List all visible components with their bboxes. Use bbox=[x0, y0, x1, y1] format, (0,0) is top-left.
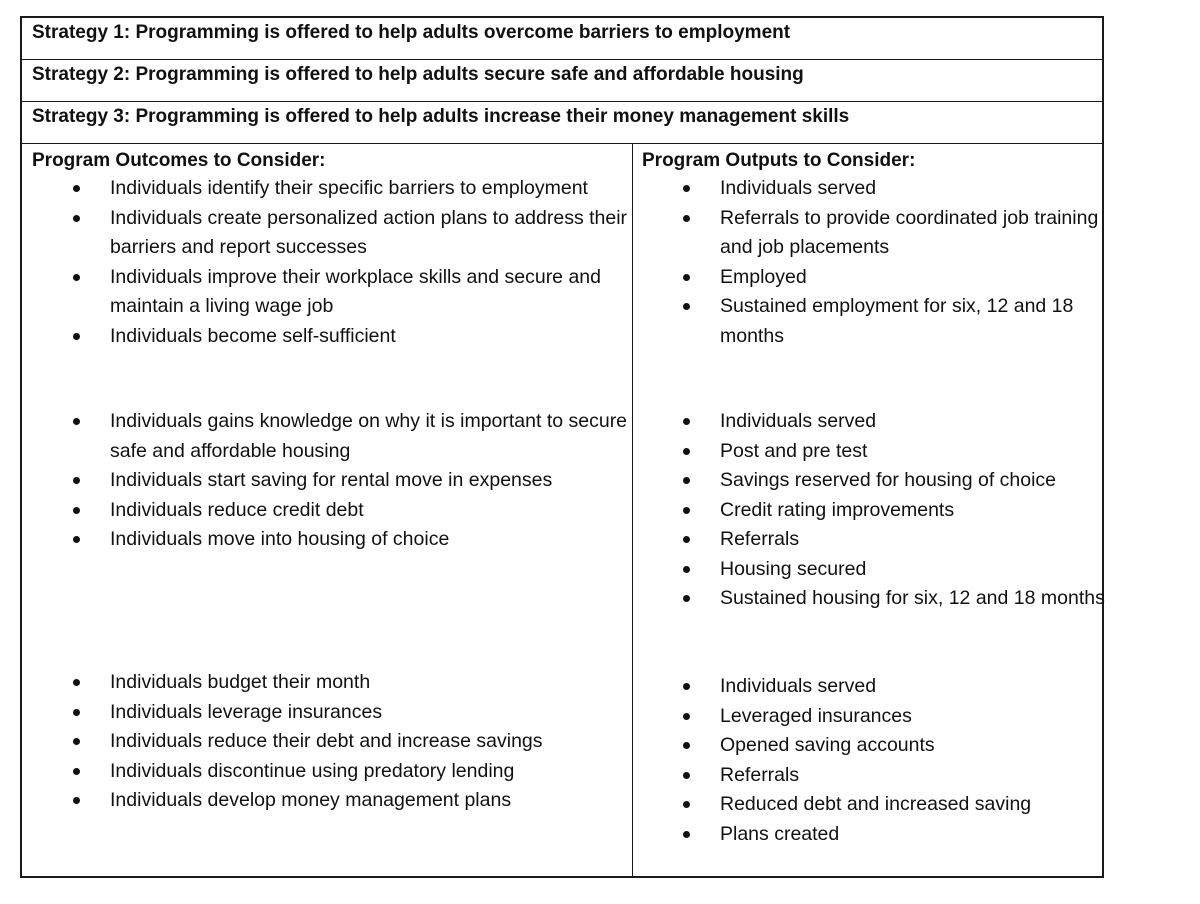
bullet-icon bbox=[73, 768, 80, 775]
list-item-text: Individuals reduce credit debt bbox=[110, 498, 364, 521]
outputs-group-employment bbox=[720, 174, 1110, 351]
list-item-text: Individuals discontinue using predatory lending bbox=[110, 759, 515, 782]
list-item bbox=[110, 525, 630, 555]
bullet-icon bbox=[683, 477, 690, 484]
list-item bbox=[110, 322, 630, 352]
list-item-text: Individuals develop money management plans bbox=[110, 789, 512, 811]
list-item-text: Opened saving accounts bbox=[720, 734, 935, 756]
list-item bbox=[720, 525, 1110, 555]
bullet-icon bbox=[683, 274, 690, 281]
list-item-text: Individuals reduce their debt and increase savings bbox=[110, 730, 543, 752]
outputs-header: Program Outputs to Consider: bbox=[642, 150, 916, 171]
list-item-text: Individuals gains knowledge on why it is important to secure safe and affordable housing bbox=[110, 410, 628, 462]
list-item-text: Referrals to provide coordinated job training and job placements bbox=[720, 206, 1099, 258]
bullet-icon bbox=[73, 333, 80, 340]
list-item-text: Leveraged insurances bbox=[720, 704, 912, 727]
list-item bbox=[110, 496, 630, 526]
list-item bbox=[720, 174, 1110, 204]
list-item-text: Individuals served bbox=[720, 410, 877, 432]
bullet-icon bbox=[73, 738, 80, 745]
list-item bbox=[720, 790, 1110, 820]
bullet-icon bbox=[683, 831, 690, 838]
list-item bbox=[720, 555, 1110, 585]
list-item bbox=[720, 496, 1110, 526]
bullet-icon bbox=[683, 566, 690, 573]
outputs-group-money bbox=[720, 672, 1110, 849]
list-item bbox=[720, 407, 1110, 437]
list-item-text: Post and pre test bbox=[720, 439, 868, 462]
list-item-text: Individuals improve their workplace skills and secure and maintain a living wage job bbox=[110, 265, 601, 317]
list-item bbox=[110, 757, 630, 787]
bullet-icon bbox=[683, 713, 690, 720]
bullet-icon bbox=[683, 448, 690, 455]
list-item bbox=[110, 263, 630, 322]
strategy-1-text: Strategy 1: Programming is offered to help adults overcome barriers to employment bbox=[32, 22, 791, 43]
bullet-icon bbox=[73, 679, 80, 686]
list-item bbox=[110, 727, 630, 757]
list-item bbox=[720, 466, 1110, 496]
list-item-text: Individuals create personalized action plans to address their barriers and report successes bbox=[110, 206, 628, 258]
list-item-text: Sustained employment for six, 12 and 18 months bbox=[720, 295, 1074, 347]
bullet-icon bbox=[73, 709, 80, 716]
bullet-icon bbox=[73, 797, 80, 804]
list-item-text: Housing secured bbox=[720, 557, 867, 580]
list-item-text: Referrals bbox=[720, 763, 800, 786]
strategy-3-text: Strategy 3: Programming is offered to help adults increase their money management skills bbox=[32, 106, 850, 127]
bullet-icon bbox=[683, 215, 690, 222]
outcomes-group-employment bbox=[110, 174, 630, 351]
list-item-text: Individuals served bbox=[720, 675, 877, 697]
strategy-3-row bbox=[22, 102, 1102, 144]
list-item-text: Individuals start saving for rental move in expenses bbox=[110, 469, 553, 491]
list-item-text: Credit rating improvements bbox=[720, 498, 955, 521]
bullet-icon bbox=[683, 801, 690, 808]
list-item-text: Sustained housing for six, 12 and 18 months bbox=[720, 587, 1105, 609]
list-item-text: Individuals become self-sufficient bbox=[110, 324, 396, 347]
list-item bbox=[720, 731, 1110, 761]
bullet-icon bbox=[683, 418, 690, 425]
list-item-text: Individuals budget their month bbox=[110, 671, 371, 693]
list-item-text: Plans created bbox=[720, 822, 840, 845]
list-item bbox=[720, 292, 1110, 351]
outputs-column bbox=[632, 144, 1105, 876]
bullet-icon bbox=[73, 185, 80, 192]
strategy-2-row bbox=[22, 60, 1102, 102]
strategy-2-text: Strategy 2: Programming is offered to help adults secure safe and affordable housing bbox=[32, 64, 804, 85]
outputs-group-housing bbox=[720, 407, 1110, 614]
outcomes-group-housing bbox=[110, 407, 630, 555]
list-item bbox=[720, 437, 1110, 467]
list-item bbox=[720, 672, 1110, 702]
bullet-icon bbox=[73, 215, 80, 222]
list-item bbox=[110, 466, 630, 496]
bullet-icon bbox=[73, 274, 80, 281]
outcomes-header: Program Outcomes to Consider: bbox=[32, 150, 326, 171]
bullet-icon bbox=[683, 683, 690, 690]
bullet-icon bbox=[683, 742, 690, 749]
list-item bbox=[720, 584, 1110, 614]
bullet-icon bbox=[683, 595, 690, 602]
bullet-icon bbox=[683, 303, 690, 310]
list-item-text: Individuals leverage insurances bbox=[110, 700, 383, 723]
bullet-icon bbox=[73, 507, 80, 514]
strategy-1-row bbox=[22, 18, 1102, 60]
list-item bbox=[110, 204, 630, 263]
bullet-icon bbox=[683, 772, 690, 779]
list-item bbox=[110, 174, 630, 204]
list-item bbox=[720, 820, 1110, 850]
list-item bbox=[720, 263, 1110, 293]
strategy-table bbox=[20, 16, 1104, 878]
list-item-text: Employed bbox=[720, 265, 807, 288]
list-item bbox=[110, 407, 630, 466]
outcomes-column bbox=[22, 144, 633, 876]
list-item-text: Savings reserved for housing of choice bbox=[720, 469, 1057, 491]
bullet-icon bbox=[683, 507, 690, 514]
bullet-icon bbox=[683, 185, 690, 192]
list-item bbox=[720, 702, 1110, 732]
list-item-text: Individuals move into housing of choice bbox=[110, 528, 450, 550]
bullet-icon bbox=[73, 418, 80, 425]
list-item bbox=[110, 698, 630, 728]
list-item bbox=[720, 761, 1110, 791]
list-item bbox=[720, 204, 1110, 263]
bullet-icon bbox=[73, 477, 80, 484]
list-item-text: Individuals identify their specific barriers to employment bbox=[110, 177, 588, 199]
outcomes-group-money bbox=[110, 668, 630, 816]
list-item-text: Referrals bbox=[720, 528, 800, 550]
list-item-text: Individuals served bbox=[720, 177, 877, 199]
bullet-icon bbox=[683, 536, 690, 543]
list-item bbox=[110, 668, 630, 698]
list-item-text: Reduced debt and increased saving bbox=[720, 793, 1032, 815]
bullet-icon bbox=[73, 536, 80, 543]
list-item bbox=[110, 786, 630, 816]
